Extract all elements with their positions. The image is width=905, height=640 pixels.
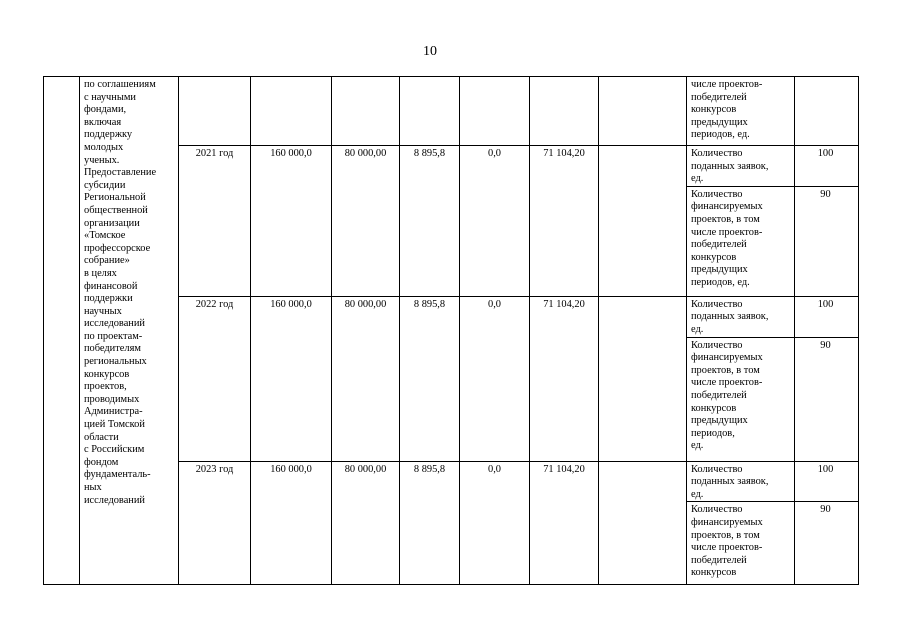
empty-cell	[599, 146, 687, 297]
regional-cell: 8 895,8	[400, 296, 460, 461]
empty-cell	[400, 77, 460, 146]
indicator-name: Количество финансируемых проектов, в том числе проектов- победителей конкурсов предыдущих периодов, ед.	[687, 186, 795, 296]
indicator-value	[795, 77, 859, 146]
federal-cell: 80 000,00	[332, 296, 400, 461]
empty-cell	[332, 77, 400, 146]
regional-cell: 8 895,8	[400, 461, 460, 585]
total-cell: 160 000,0	[251, 296, 332, 461]
indicator-value: 90	[795, 186, 859, 296]
description-cell: по соглашениям с научными фондами, включая поддержку молодых ученых. Предоставление субсидии Региональной общественной организации «Томское профессорское собрание» в целях финансовой поддержки научных исследований по проектам- победителям региональных конкурсов проектов, проводимых Администра- цией Томской области с Российским фондом фундаменталь- ных исследований	[80, 77, 179, 585]
program-table	[43, 76, 859, 585]
indicator-name: Количество поданных заявок, ед.	[687, 461, 795, 502]
index-cell	[44, 77, 80, 585]
local-cell: 0,0	[460, 146, 530, 297]
indicator-value: 90	[795, 337, 859, 461]
empty-cell	[251, 77, 332, 146]
regional-cell: 8 895,8	[400, 146, 460, 297]
indicator-value: 90	[795, 502, 859, 585]
empty-cell	[179, 77, 251, 146]
indicator-value: 100	[795, 461, 859, 502]
year-cell: 2022 год	[179, 296, 251, 461]
year-cell: 2023 год	[179, 461, 251, 585]
indicator-name: Количество поданных заявок, ед.	[687, 296, 795, 337]
year-cell: 2021 год	[179, 146, 251, 297]
local-cell: 0,0	[460, 296, 530, 461]
extra-cell: 71 104,20	[530, 146, 599, 297]
extra-cell: 71 104,20	[530, 461, 599, 585]
indicator-value: 100	[795, 146, 859, 187]
indicator-name: Количество финансируемых проектов, в том числе проектов- победителей конкурсов предыдущих периодов, ед.	[687, 337, 795, 461]
local-cell: 0,0	[460, 461, 530, 585]
empty-cell	[530, 77, 599, 146]
empty-cell	[599, 77, 687, 146]
indicator-value: 100	[795, 296, 859, 337]
indicator-name: Количество финансируемых проектов, в том числе проектов- победителей конкурсов	[687, 502, 795, 585]
federal-cell: 80 000,00	[332, 146, 400, 297]
empty-cell	[460, 77, 530, 146]
page-number: 10	[423, 44, 437, 59]
table-row	[44, 77, 859, 146]
indicator-name: числе проектов- победителей конкурсов предыдущих периодов, ед.	[687, 77, 795, 146]
total-cell: 160 000,0	[251, 461, 332, 585]
empty-cell	[599, 296, 687, 461]
extra-cell: 71 104,20	[530, 296, 599, 461]
empty-cell	[599, 461, 687, 585]
total-cell: 160 000,0	[251, 146, 332, 297]
federal-cell: 80 000,00	[332, 461, 400, 585]
indicator-name: Количество поданных заявок, ед.	[687, 146, 795, 187]
